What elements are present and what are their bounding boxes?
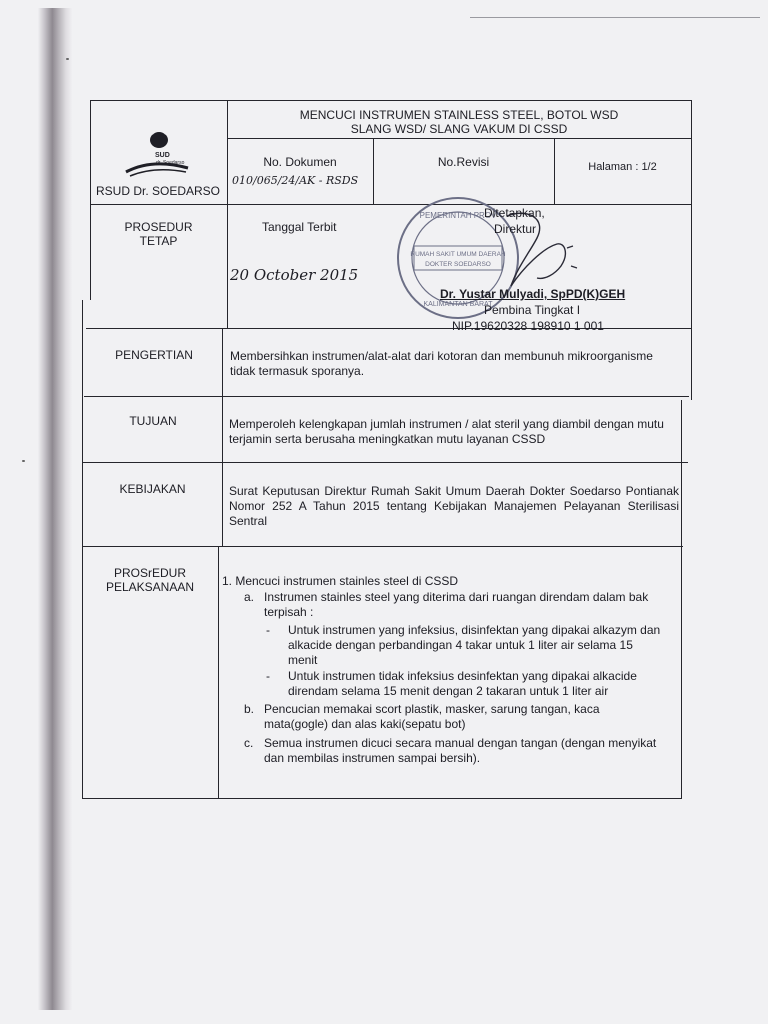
svg-text:SUD: SUD: [155, 152, 170, 159]
hospital-logo: [122, 128, 192, 180]
tujuan-text: Memperoleh kelengkapan jumlah instrumen / alat steril yang diambil dengan mutu terjamin serta berusaha meningkatkan mutu layanan CSSD: [229, 417, 664, 446]
scan-speck: [66, 58, 69, 60]
step-b-marker: b.: [244, 702, 255, 716]
row-tujuan-bottom: [83, 462, 688, 463]
stamp-text-mid2: DOKTER SOEDARSO: [425, 261, 491, 268]
title-line-1: MENCUCI INSTRUMEN STAINLESS STEEL, BOTOL WSD: [299, 108, 619, 122]
step-a-dash1-line3: menit: [288, 653, 318, 667]
no-dokumen-value: 010/065/24/AK - RSDS: [232, 174, 359, 187]
step-b-text-2: mata(gogle) dan alas kaki(sepatu bot): [264, 717, 466, 731]
row-pengertian-bottom: [84, 396, 689, 397]
direktur-text: Direktur: [494, 222, 537, 236]
row-kebijakan-bottom: [82, 546, 683, 547]
col-divider-lower: [218, 546, 219, 798]
signatory-nip: NIP.19620328 198910 1 001: [452, 319, 604, 333]
col-divider-mid: [222, 328, 223, 546]
dash-2: -: [266, 669, 270, 683]
border-right-upper: [691, 100, 692, 400]
row-title-divider: [227, 138, 691, 139]
cell-divider-dokumen: [373, 138, 374, 204]
border-left-upper: [90, 100, 91, 300]
border-left-lower: [82, 300, 83, 798]
row-header-bottom: [90, 204, 691, 205]
pelaksanaan-label-2: PELAKSANAAN: [105, 580, 195, 594]
step-c-text-1: Semua instrumen dicuci secara manual dengan tangan (dengan menyikat: [264, 736, 657, 750]
tujuan-label: TUJUAN: [129, 414, 177, 428]
step-a-text-2: terpisah :: [264, 605, 314, 619]
step-b-text-1: Pencucian memakai scort plastik, masker, sarung tangan, kaca: [264, 702, 600, 716]
signatory-rank: Pembina Tingkat I: [484, 303, 581, 317]
step-a-text-1: Instrumen stainles steel yang diterima dari ruangan direndam dalam bak: [264, 590, 649, 604]
halaman-label: Halaman : 1/2: [588, 161, 657, 173]
pengertian-text: Membersihkan instrumen/alat-alat dari kotoran dan membunuh mikroorganisme tidak termasuk sporanya.: [230, 349, 653, 378]
stamp-text-bottom: KALIMANTAN BARAT: [423, 301, 493, 308]
title-line-2: SLANG WSD/ SLANG VAKUM DI CSSD: [350, 122, 568, 136]
tanggal-terbit-label: Tanggal Terbit: [262, 220, 337, 234]
prosedur-label-1: PROSEDUR: [124, 220, 193, 234]
step-c-marker: c.: [244, 736, 254, 750]
scan-edge-line: [470, 17, 760, 18]
dash-1: -: [266, 623, 270, 637]
border-bottom: [82, 798, 682, 799]
kebijakan-label: KEBIJAKAN: [119, 482, 186, 496]
border-right-lower: [681, 400, 682, 798]
stamp-text-top: PEMERINTAH PROV: [419, 211, 497, 220]
step-a-dash1-line2: alkacide dengan perbandingan 4 takar untuk 1 liter air selama 15: [288, 638, 633, 652]
pelaksanaan-label-1: PROSrEDUR: [113, 566, 186, 580]
ditetapkan-text: Ditetapkan,: [484, 206, 545, 220]
scan-binding-shadow: [38, 8, 72, 1010]
step-a-dash1-line1: Untuk instrumen yang infeksius, disinfektan yang dipakai alkazym dan: [288, 623, 661, 637]
stamp-text-mid1: RUMAH SAKIT UMUM DAERAH: [410, 251, 506, 258]
step-c-text-2: dan membilas instrumen sampai bersih).: [264, 751, 481, 765]
kebijakan-text: Surat Keputusan Direktur Rumah Sakit Umum Daerah Dokter Soedarso Pontianak Nomor 252 A Tahun 2015 tentang Kebijakan Manajemen Pelayanan Sterilisasi Sentral: [229, 484, 679, 528]
prosedur-label-2: TETAP: [139, 234, 178, 248]
no-revisi-label: No.Revisi: [437, 155, 490, 169]
scan-speck: [22, 460, 25, 462]
hospital-name: RSUD Dr. SOEDARSO: [96, 184, 221, 198]
step-a-dash2-line2: direndam selama 15 menit dengan 2 takaran untuk 1 liter air: [288, 684, 609, 698]
step-a-dash2-line1: Untuk instrumen tidak infeksius desinfektan yang dipakai alkacide: [288, 669, 637, 683]
step-a-marker: a.: [244, 590, 255, 604]
tanggal-terbit-value: 20 October 2015: [230, 266, 359, 284]
no-dokumen-label: No. Dokumen: [263, 155, 337, 169]
step-1: 1. Mencuci instrumen stainles steel di CSSD: [222, 574, 459, 588]
pengertian-label: PENGERTIAN: [115, 348, 193, 362]
svg-text:dr. Soedarso: dr. Soedarso: [156, 160, 185, 166]
border-top: [90, 100, 692, 101]
signatory-name: Dr. Yustar Mulyadi, SpPD(K)GEH: [440, 287, 626, 301]
